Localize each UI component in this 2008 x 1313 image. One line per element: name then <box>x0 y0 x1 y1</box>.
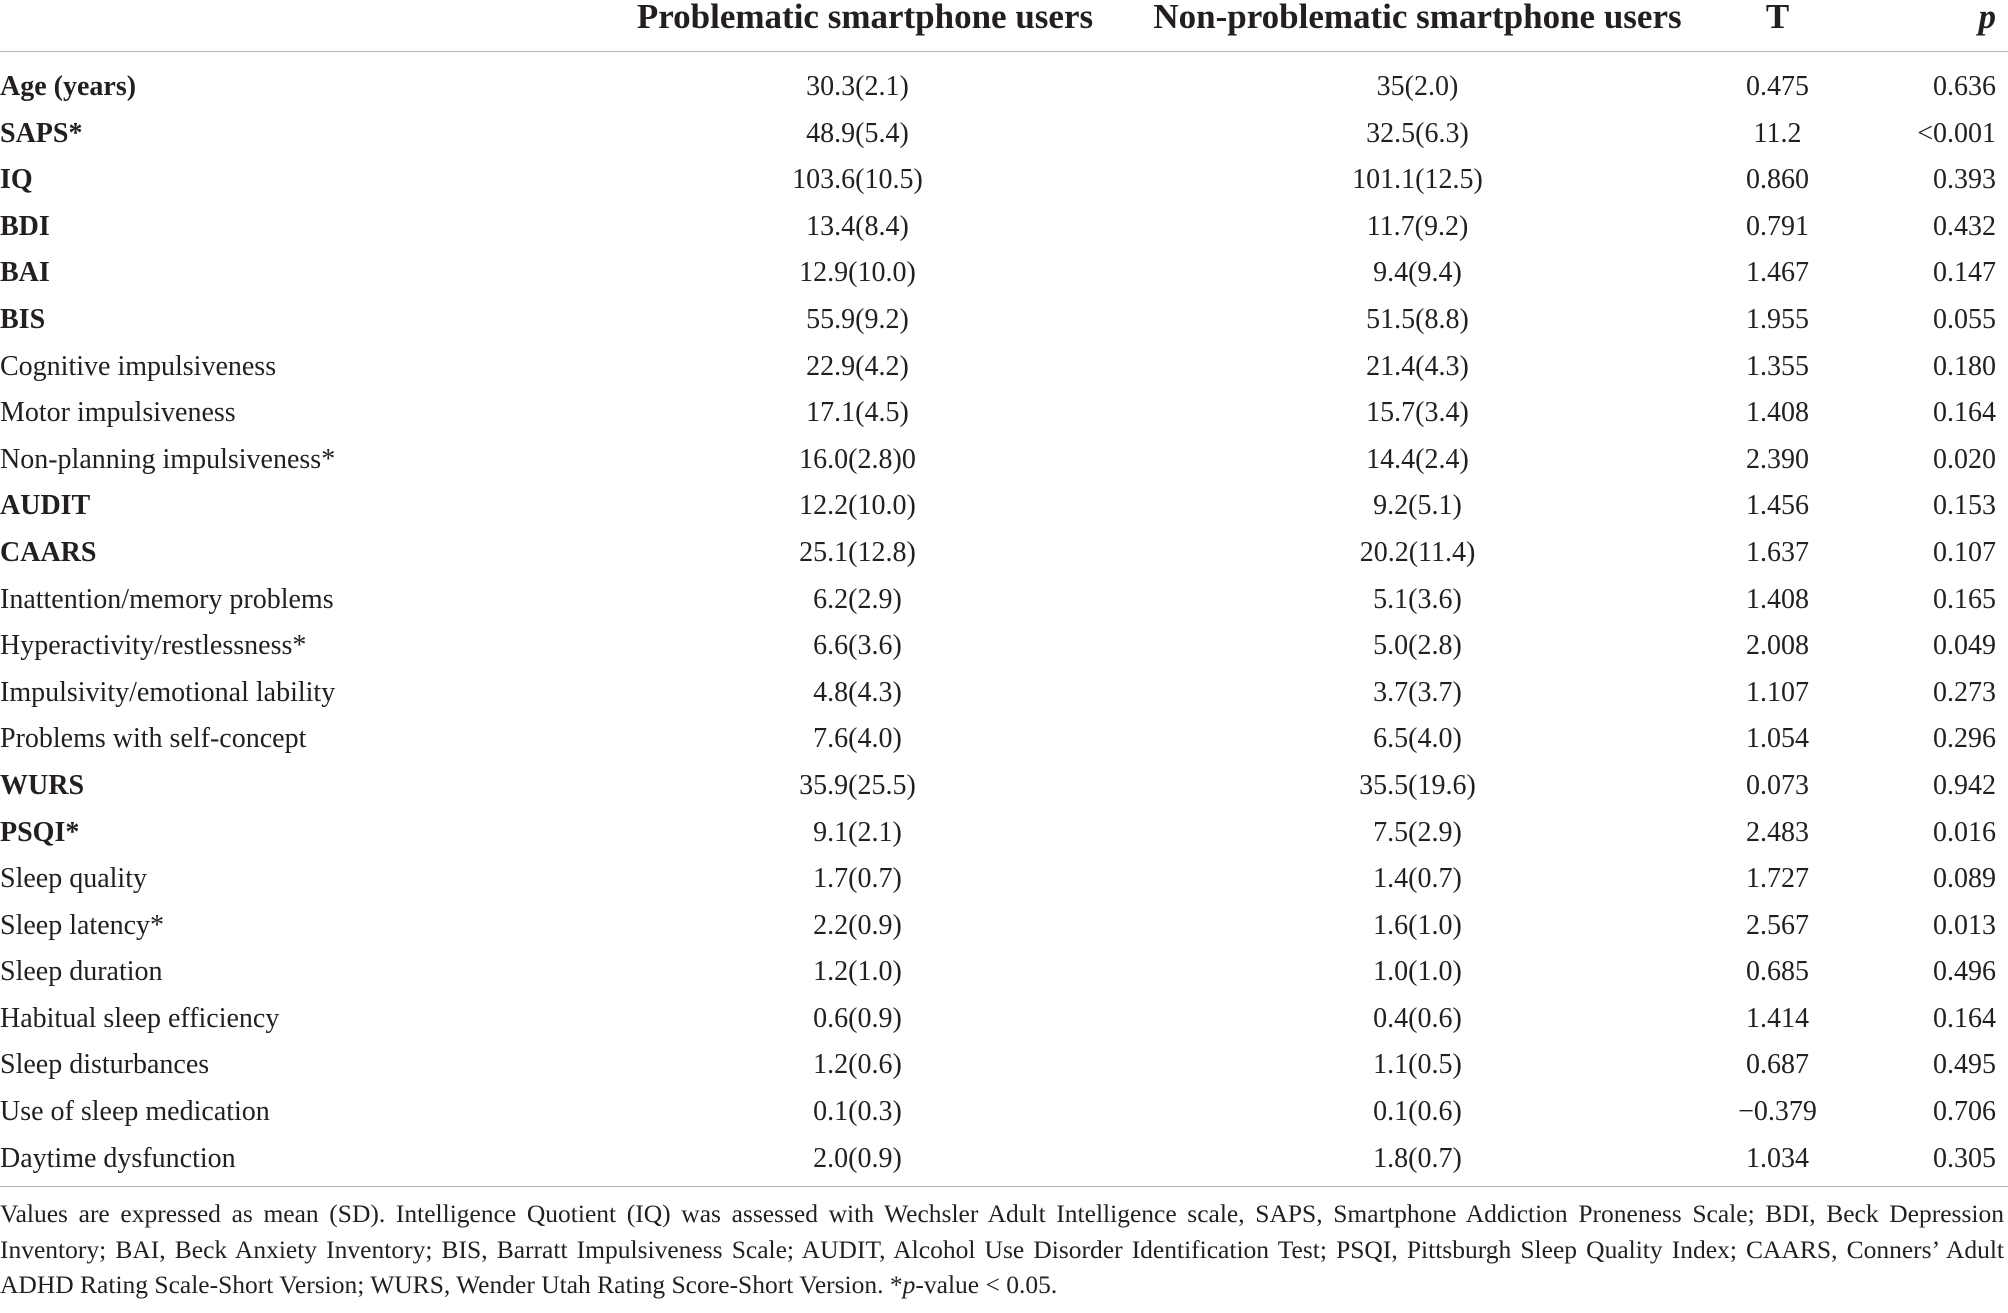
row-label: Habitual sleep efficiency <box>0 1002 280 1034</box>
table-header <box>0 0 2008 52</box>
cell-t-statistic: 1.955 <box>1746 303 1809 335</box>
cell-t-statistic: 0.687 <box>1746 1049 1809 1081</box>
cell-p-value: 0.636 <box>1933 71 1996 102</box>
cell-t-statistic: 2.390 <box>1746 443 1809 475</box>
cell-p-value: 0.296 <box>1933 723 1996 755</box>
row-label: Problems with self-concept <box>0 723 307 755</box>
cell-p-value: 0.107 <box>1933 536 1996 568</box>
cell-non-problematic-users: 101.1(12.5) <box>1352 164 1483 196</box>
cell-t-statistic: 1.456 <box>1746 490 1809 522</box>
cell-p-value: 0.165 <box>1933 583 1996 615</box>
cell-problematic-users: 16.0(2.8)0 <box>799 443 916 475</box>
cell-t-statistic: 2.008 <box>1746 630 1809 662</box>
cell-t-statistic: 0.685 <box>1746 956 1809 988</box>
row-label: Hyperactivity/restlessness* <box>0 630 307 662</box>
table-body <box>0 52 2008 1187</box>
table-row <box>0 157 2008 204</box>
table-row <box>0 810 2008 857</box>
cell-t-statistic: 2.483 <box>1746 816 1809 848</box>
table-row <box>0 996 2008 1043</box>
cell-problematic-users: 30.3(2.1) <box>806 71 909 102</box>
cell-problematic-users: 6.6(3.6) <box>813 630 902 662</box>
footnote-p-italic: p <box>902 1270 916 1299</box>
cell-t-statistic: 2.567 <box>1746 909 1809 941</box>
cell-p-value: 0.432 <box>1933 210 1996 242</box>
cell-p-value: 0.393 <box>1933 164 1996 196</box>
header-non-problematic-users: Non-problematic smartphone users <box>1140 0 1695 52</box>
cell-non-problematic-users: 15.7(3.4) <box>1366 397 1469 429</box>
cell-p-value: 0.153 <box>1933 490 1996 522</box>
cell-t-statistic: 0.475 <box>1746 71 1809 102</box>
cell-p-value: 0.164 <box>1933 397 1996 429</box>
cell-problematic-users: 25.1(12.8) <box>799 536 916 568</box>
table-row <box>0 623 2008 670</box>
cell-non-problematic-users: 7.5(2.9) <box>1373 816 1462 848</box>
row-label: AUDIT <box>0 490 91 522</box>
cell-problematic-users: 2.2(0.9) <box>813 909 902 941</box>
cell-problematic-users: 17.1(4.5) <box>806 397 909 429</box>
cell-non-problematic-users: 1.6(1.0) <box>1373 909 1462 941</box>
cell-non-problematic-users: 5.1(3.6) <box>1373 583 1462 615</box>
cell-non-problematic-users: 35(2.0) <box>1376 71 1459 102</box>
cell-t-statistic: 0.791 <box>1746 210 1809 242</box>
cell-non-problematic-users: 1.1(0.5) <box>1373 1049 1462 1081</box>
cell-p-value: 0.706 <box>1933 1096 1996 1128</box>
header-row <box>0 0 2008 52</box>
cell-p-value: 0.089 <box>1933 863 1996 895</box>
table-row <box>0 344 2008 391</box>
row-label: Motor impulsiveness <box>0 397 236 429</box>
cell-problematic-users: 1.7(0.7) <box>813 863 902 895</box>
cell-problematic-users: 13.4(8.4) <box>806 210 909 242</box>
cell-problematic-users: 7.6(4.0) <box>813 723 902 755</box>
cell-p-value: 0.273 <box>1933 676 1996 708</box>
cell-non-problematic-users: 51.5(8.8) <box>1366 303 1469 335</box>
table-row <box>0 856 2008 903</box>
cell-p-value: 0.496 <box>1933 956 1996 988</box>
cell-p-value: 0.016 <box>1933 816 1996 848</box>
cell-problematic-users: 103.6(10.5) <box>792 164 923 196</box>
table-row <box>0 530 2008 577</box>
table-row <box>0 670 2008 717</box>
cell-problematic-users: 9.1(2.1) <box>813 816 902 848</box>
row-label: PSQI* <box>0 816 80 848</box>
cell-non-problematic-users: 9.4(9.4) <box>1373 257 1462 289</box>
row-label: Cognitive impulsiveness <box>0 350 277 382</box>
row-label: Inattention/memory problems <box>0 583 334 615</box>
table-row <box>0 111 2008 158</box>
cell-problematic-users: 12.2(10.0) <box>799 490 916 522</box>
cell-problematic-users: 0.1(0.3) <box>813 1096 902 1128</box>
cell-non-problematic-users: 5.0(2.8) <box>1373 630 1462 662</box>
row-label: Sleep quality <box>0 863 147 895</box>
cell-non-problematic-users: 3.7(3.7) <box>1373 676 1462 708</box>
cell-t-statistic: 0.860 <box>1746 164 1809 196</box>
table-footnote <box>0 1196 2004 1303</box>
cell-p-value: 0.495 <box>1933 1049 1996 1081</box>
cell-non-problematic-users: 20.2(11.4) <box>1359 536 1476 568</box>
cell-non-problematic-users: 1.8(0.7) <box>1140 1136 1695 1187</box>
cell-t-statistic: 1.637 <box>1746 536 1809 568</box>
table-row <box>0 903 2008 950</box>
row-label: IQ <box>0 164 33 196</box>
cell-non-problematic-users: 6.5(4.0) <box>1373 723 1462 755</box>
cell-non-problematic-users: 21.4(4.3) <box>1366 350 1469 382</box>
cell-t-statistic: 1.408 <box>1746 583 1809 615</box>
row-label: Use of sleep medication <box>0 1096 270 1128</box>
cell-problematic-users: 48.9(5.4) <box>806 117 909 149</box>
table-row <box>0 250 2008 297</box>
row-label: BDI <box>0 210 50 242</box>
cell-problematic-users: 55.9(9.2) <box>806 303 909 335</box>
cell-non-problematic-users: 11.7(9.2) <box>1366 210 1469 242</box>
cell-problematic-users: 2.0(0.9) <box>575 1136 1140 1187</box>
row-label: Sleep latency* <box>0 909 165 941</box>
row-label: BIS <box>0 303 46 335</box>
cell-problematic-users: 12.9(10.0) <box>799 257 916 289</box>
cell-non-problematic-users: 0.4(0.6) <box>1373 1002 1462 1034</box>
table-row <box>0 390 2008 437</box>
table-row <box>0 763 2008 810</box>
cell-problematic-users: 35.9(25.5) <box>799 769 916 801</box>
row-label: Age (years) <box>0 71 137 102</box>
cell-p-value: <0.001 <box>1917 117 1996 149</box>
cell-problematic-users: 4.8(4.3) <box>813 676 902 708</box>
cell-t-statistic: 1.355 <box>1746 350 1809 382</box>
row-label: Sleep duration <box>0 956 163 988</box>
cell-p-value: 0.020 <box>1933 443 1996 475</box>
cell-problematic-users: 1.2(1.0) <box>813 956 902 988</box>
cell-problematic-users: 0.6(0.9) <box>813 1002 902 1034</box>
footnote-main-text: Values are expressed as mean (SD). Intelligence Quotient (IQ) was assessed with Wechsler Adult Intelligence scale, SAPS, Smartphone Addiction Proneness Scale; BDI, Beck Depression Inventory; BAI, Beck Anxiety Inventory; BIS, Barratt Impulsiveness Scale; AUDIT, Alcohol Use Disorder Identification Test; PSQI, Pittsburgh Sleep Quality Index; CAARS, Conners’ Adult ADHD Rating Scale-Short Version; WURS, Wender Utah Rating Score-Short Version. * <box>0 1199 2004 1299</box>
header-problematic-users: Problematic smartphone users <box>575 0 1140 52</box>
cell-problematic-users: 1.2(0.6) <box>813 1049 902 1081</box>
cell-non-problematic-users: 32.5(6.3) <box>1366 117 1469 149</box>
table-row <box>0 1089 2008 1136</box>
table-row <box>0 204 2008 251</box>
cell-p-value: 0.013 <box>1933 909 1996 941</box>
table-row <box>0 716 2008 763</box>
cell-p-value: 0.305 <box>1860 1136 2008 1187</box>
cell-t-statistic: 1.414 <box>1746 1002 1809 1034</box>
row-label: SAPS* <box>0 117 83 149</box>
row-label: WURS <box>0 769 85 801</box>
cell-p-value: 0.164 <box>1933 1002 1996 1034</box>
cell-non-problematic-users: 1.0(1.0) <box>1373 956 1462 988</box>
cell-non-problematic-users: 1.4(0.7) <box>1373 863 1462 895</box>
table-row <box>0 1136 2008 1187</box>
cell-problematic-users: 6.2(2.9) <box>813 583 902 615</box>
cell-problematic-users: 22.9(4.2) <box>806 350 909 382</box>
cell-p-value: 0.055 <box>1933 303 1996 335</box>
cell-t-statistic: 1.034 <box>1695 1136 1860 1187</box>
table-row <box>0 1042 2008 1089</box>
cell-p-value: 0.180 <box>1933 350 1996 382</box>
cell-p-value: 0.147 <box>1933 257 1996 289</box>
cell-p-value: 0.942 <box>1933 769 1996 801</box>
cell-p-value: 0.049 <box>1933 630 1996 662</box>
row-label: CAARS <box>0 536 97 568</box>
cell-non-problematic-users: 35.5(19.6) <box>1359 769 1476 801</box>
row-label: Non-planning impulsiveness* <box>0 443 336 475</box>
table-row <box>0 483 2008 530</box>
header-t-statistic: T <box>1695 0 1860 52</box>
cell-t-statistic: 0.073 <box>1746 769 1809 801</box>
cell-t-statistic: 1.054 <box>1746 723 1809 755</box>
header-p-value: p <box>1860 0 2008 52</box>
table-row <box>0 577 2008 624</box>
footnote-end-text: -value < 0.05. <box>915 1270 1058 1299</box>
table-row <box>0 297 2008 344</box>
cell-non-problematic-users: 14.4(2.4) <box>1366 443 1469 475</box>
cell-t-statistic: 1.107 <box>1746 676 1809 708</box>
row-label: Daytime dysfunction <box>0 1136 575 1187</box>
cell-t-statistic: 1.727 <box>1746 863 1809 895</box>
cell-non-problematic-users: 0.1(0.6) <box>1373 1096 1462 1128</box>
header-label-column <box>0 0 575 52</box>
table-row <box>0 52 2008 111</box>
cell-t-statistic: 11.2 <box>1753 117 1802 149</box>
table-row <box>0 949 2008 996</box>
cell-t-statistic: −0.379 <box>1738 1096 1817 1128</box>
row-label: BAI <box>0 257 50 289</box>
cell-t-statistic: 1.408 <box>1746 397 1809 429</box>
table-row <box>0 437 2008 484</box>
cell-non-problematic-users: 9.2(5.1) <box>1373 490 1462 522</box>
row-label: Sleep disturbances <box>0 1049 210 1081</box>
cell-t-statistic: 1.467 <box>1746 257 1809 289</box>
row-label: Impulsivity/emotional lability <box>0 676 336 708</box>
